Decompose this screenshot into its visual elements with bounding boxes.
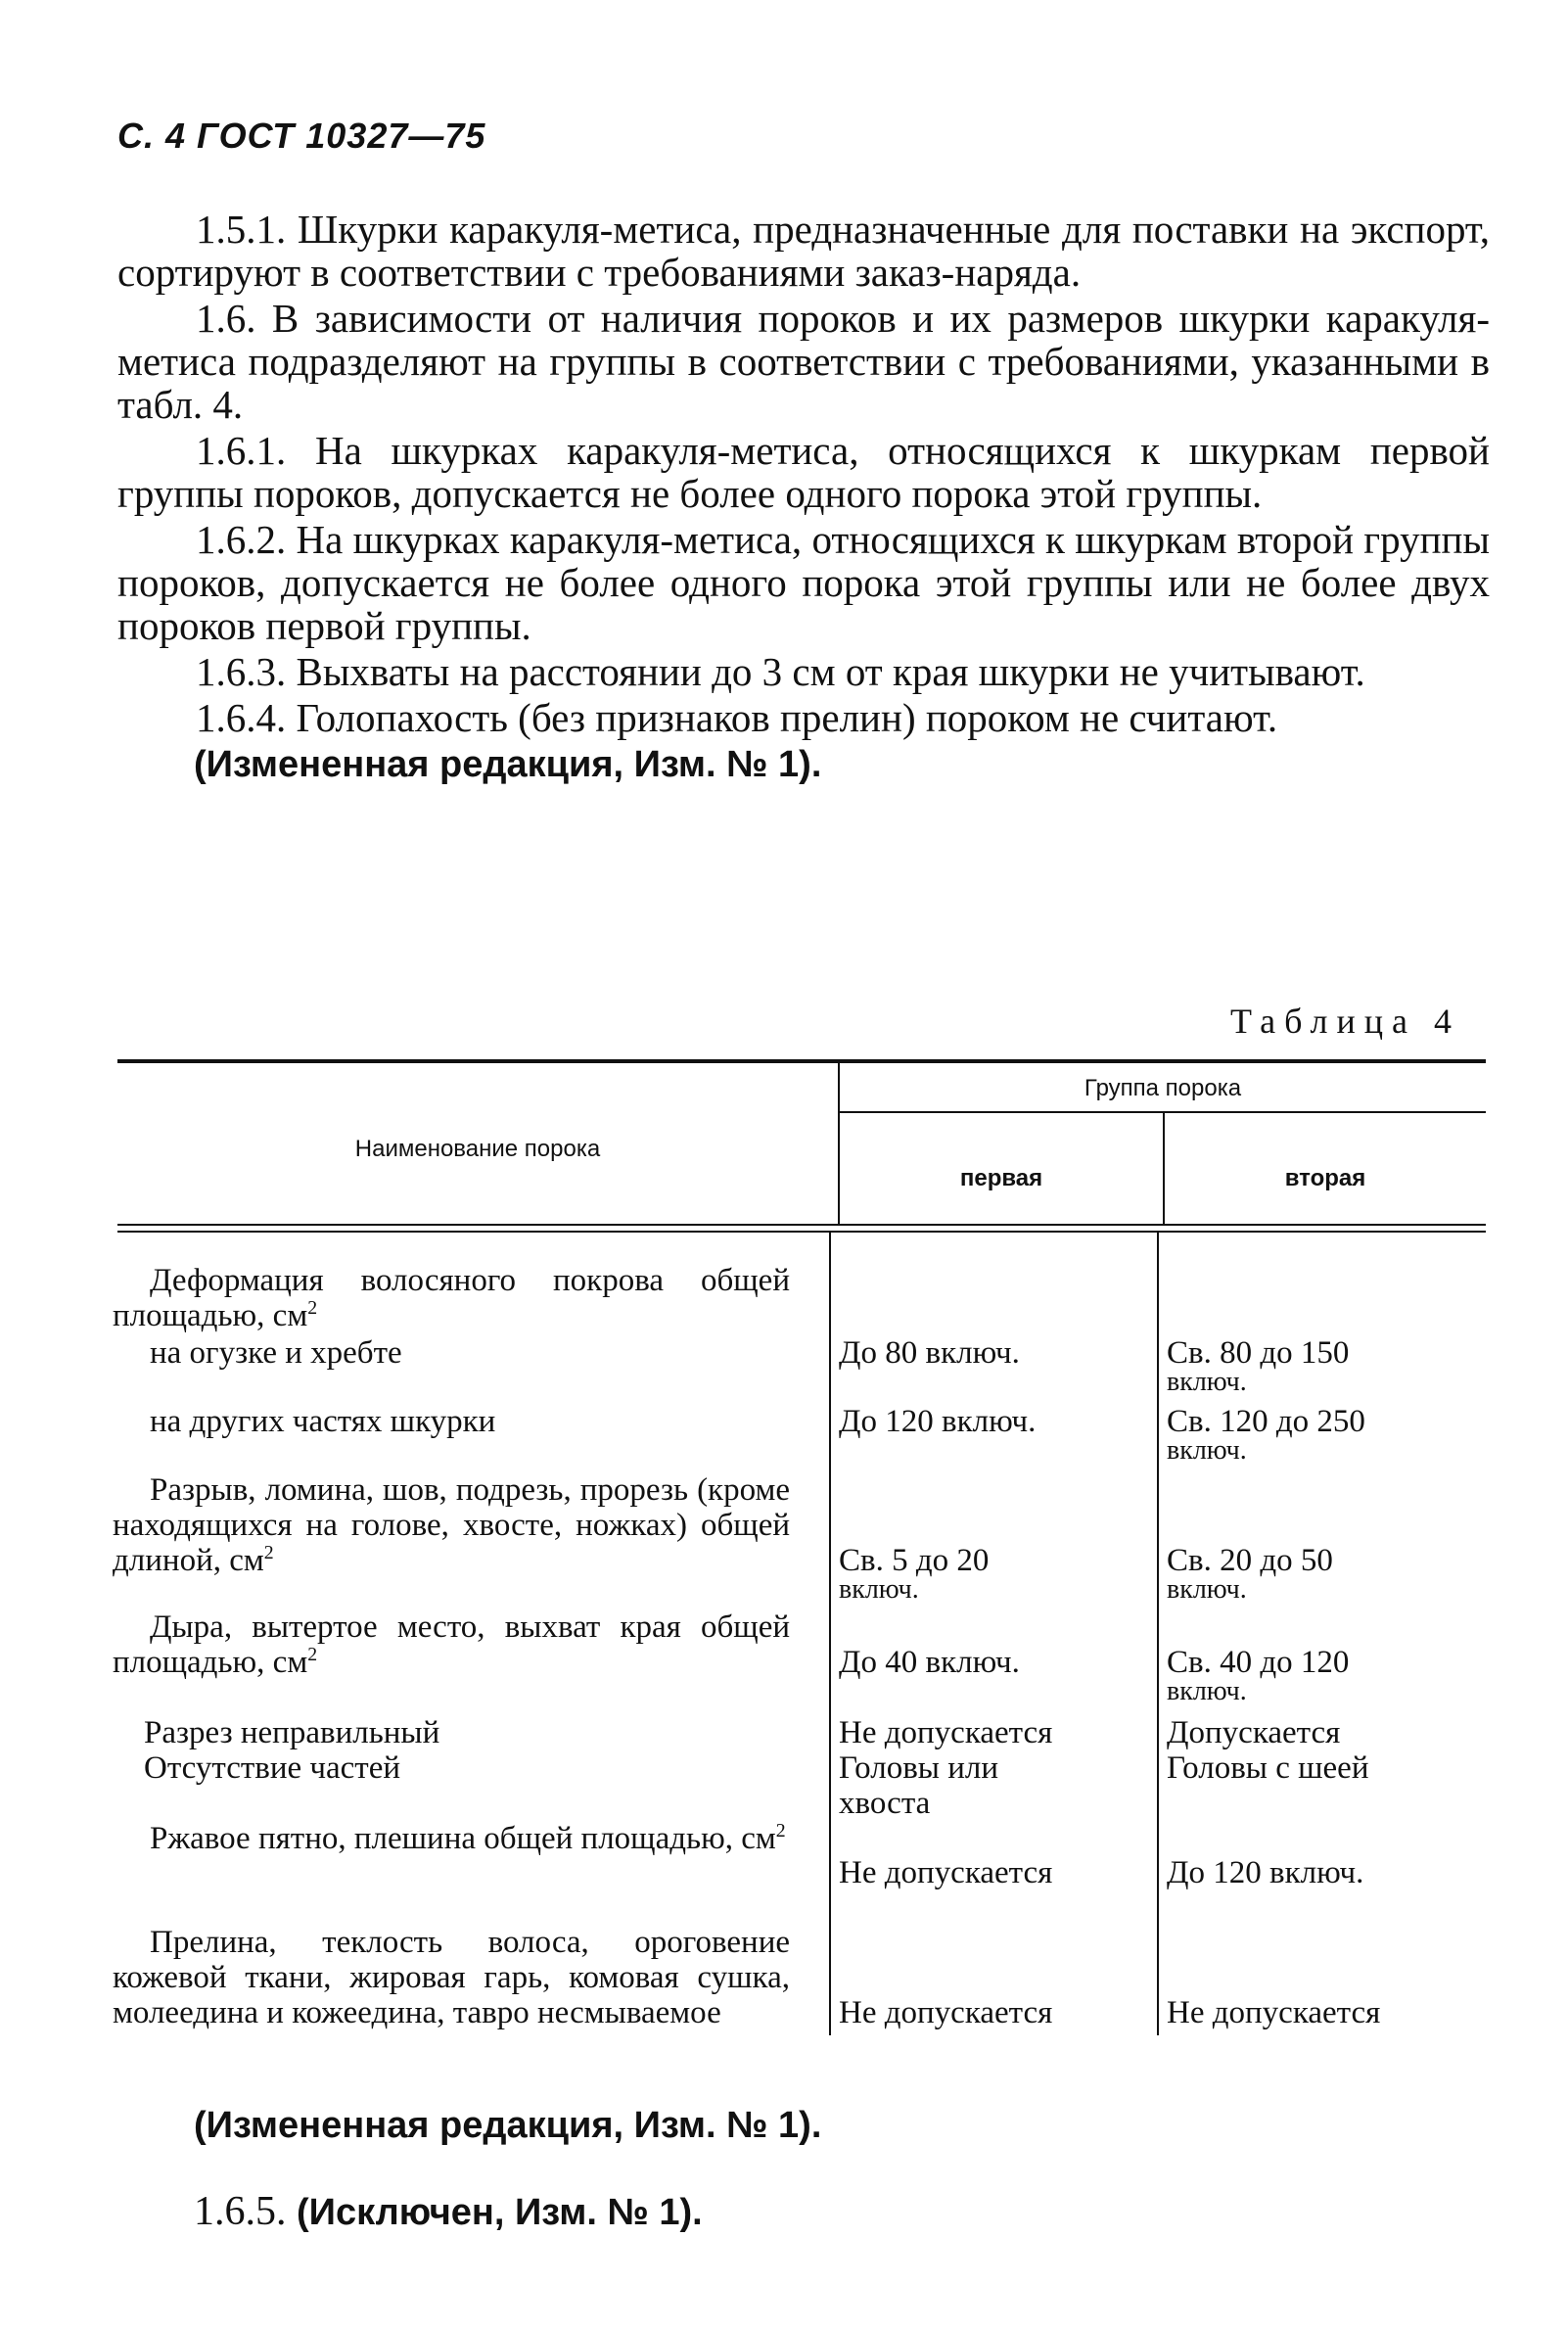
row-tear-first-line-2: включ. <box>839 1574 919 1605</box>
row-rump-second <box>1167 1335 1480 1397</box>
row-hole-name: Дыра, вытертое место, выхват края общей площадью, см <box>113 1609 790 1680</box>
row-tear-name: Разрыв, ломина, шов, подрезь, прорезь (кроме находящихся на голове, хвосте, ножках) общей длиной, см <box>113 1472 790 1578</box>
clause-1-6-5-text: (Исключен, Изм. № 1). <box>297 2192 703 2233</box>
row-missing-parts-first <box>839 1750 1152 1821</box>
clause-1-6-5-number: 1.6.5. <box>194 2189 287 2234</box>
table-row-tear: Разрыв, ломина, шов, подрезь, прорезь (кроме находящихся на голове, хвосте, ножках) общей длиной, $см^2$ <box>113 1472 790 1578</box>
header-defect-group: Группа порока <box>1084 1075 1242 1101</box>
row-hole-second-line-1: Св. 40 до 120 <box>1167 1645 1350 1680</box>
row-other-parts-second-line-1: Св. 120 до 250 <box>1167 1404 1365 1439</box>
row-rust-spot-first: Не допускается <box>839 1855 1053 1890</box>
paragraph-1-6-4: 1.6.4. Голопахость (без признаков прелин) пороком не считают. <box>196 695 1278 740</box>
row-missing-parts-second: Головы с шеей <box>1167 1750 1369 1786</box>
row-rump-second-line-2: включ. <box>1167 1367 1247 1397</box>
row-deformation-name: Деформация волосяного покрова общей площадью, см <box>113 1263 790 1333</box>
row-other-parts-second <box>1167 1404 1480 1466</box>
amendment-note-2: (Измененная редакция, Изм. № 1). <box>194 2105 822 2146</box>
body-vertical-rule-1 <box>829 1233 831 2035</box>
body-text <box>117 208 1490 786</box>
row-rot-name: Прелина, теклость волоса, ороговение кожевой ткани, жировая гарь, комовая сушка, молеедина и кожеедина, тавро несмываемое <box>113 1925 790 2030</box>
row-hole-second <box>1167 1645 1480 1706</box>
row-tear-second <box>1167 1543 1480 1605</box>
row-rust-spot-name: Ржавое пятно, плешина общей площадью, см <box>150 1821 776 1856</box>
row-other-parts-second-line-2: включ. <box>1167 1435 1247 1466</box>
row-rot-first: Не допускается <box>839 1995 1053 2030</box>
row-other-parts-name: на других частях шкурки <box>150 1404 496 1439</box>
row-rump-first: До 80 включ. <box>839 1335 1020 1371</box>
row-other-parts-first: До 120 включ. <box>839 1404 1037 1439</box>
header-bottom-rule-1 <box>117 1224 1486 1226</box>
row-missing-parts-first-line-1: Головы или <box>839 1750 999 1786</box>
table-row-deformation: Деформация волосяного покрова общей площадью, $см^2$ <box>113 1263 790 1333</box>
table-caption: Таблица 4 <box>1230 1002 1460 1041</box>
header-second-group: вторая <box>1284 1165 1366 1191</box>
row-missing-parts-first-line-2: хвоста <box>839 1786 931 1821</box>
paragraph-1-6-1: 1.6.1. На шкурках каракуля-метиса, относящихся к шкуркам первой группы пороков, допускается не более одного порока этой группы. <box>117 428 1490 516</box>
table-row-rust-spot: Ржавое пятно, плешина общей площадью, $см^2$ <box>150 1820 786 1856</box>
row-missing-parts-name: Отсутствие частей <box>144 1750 401 1786</box>
row-tear-first <box>839 1543 1152 1605</box>
row-hole-second-line-2: включ. <box>1167 1676 1247 1706</box>
row-incorrect-cut-name: Разрез неправильный <box>144 1715 440 1750</box>
paragraph-1-6: 1.6. В зависимости от наличия пороков и их размеров шкурки каракуля-метиса подразделяют на группы в соответствии с требованиями, указанными в табл. 4. <box>117 296 1490 427</box>
page-header: С. 4 ГОСТ 10327—75 <box>117 116 486 156</box>
clause-1-6-5 <box>194 2188 703 2235</box>
row-tear-second-line-2: включ. <box>1167 1574 1247 1605</box>
row-tear-first-line-1: Св. 5 до 20 <box>839 1543 990 1578</box>
paragraph-1-6-3: 1.6.3. Выхваты на расстоянии до 3 см от края шкурки не учитывают. <box>196 649 1365 694</box>
row-hole-first: До 40 включ. <box>839 1645 1020 1680</box>
header-bottom-rule-2 <box>117 1231 1486 1233</box>
amendment-note: (Измененная редакция, Изм. № 1). <box>194 744 822 785</box>
row-rump-name: на огузке и хребте <box>150 1335 402 1371</box>
row-rust-spot-second: До 120 включ. <box>1167 1855 1364 1890</box>
paragraph-1-5-1: 1.5.1. Шкурки каракуля-метиса, предназначенные для поставки на экспорт, сортируют в соответствии с требованиями заказ-наряда. <box>117 207 1490 295</box>
table-top-rule <box>117 1059 1486 1063</box>
row-rump-second-line-1: Св. 80 до 150 <box>1167 1335 1350 1371</box>
table-row-hole: Дыра, вытертое место, выхват края общей площадью, $см^2$ <box>113 1609 790 1680</box>
body-vertical-rule-2 <box>1157 1233 1159 2035</box>
row-tear-second-line-1: Св. 20 до 50 <box>1167 1543 1333 1578</box>
row-incorrect-cut-first: Не допускается <box>839 1715 1053 1750</box>
header-defect-name: Наименование порока <box>354 1136 601 1162</box>
row-incorrect-cut-second: Допускается <box>1167 1715 1341 1750</box>
header-first-group: первая <box>959 1165 1043 1191</box>
row-rot-second: Не допускается <box>1167 1995 1381 2030</box>
paragraph-1-6-2: 1.6.2. На шкурках каракуля-метиса, относящихся к шкуркам второй группы пороков, допускается не более одного порока этой группы или не более двух пороков первой группы. <box>117 517 1490 648</box>
